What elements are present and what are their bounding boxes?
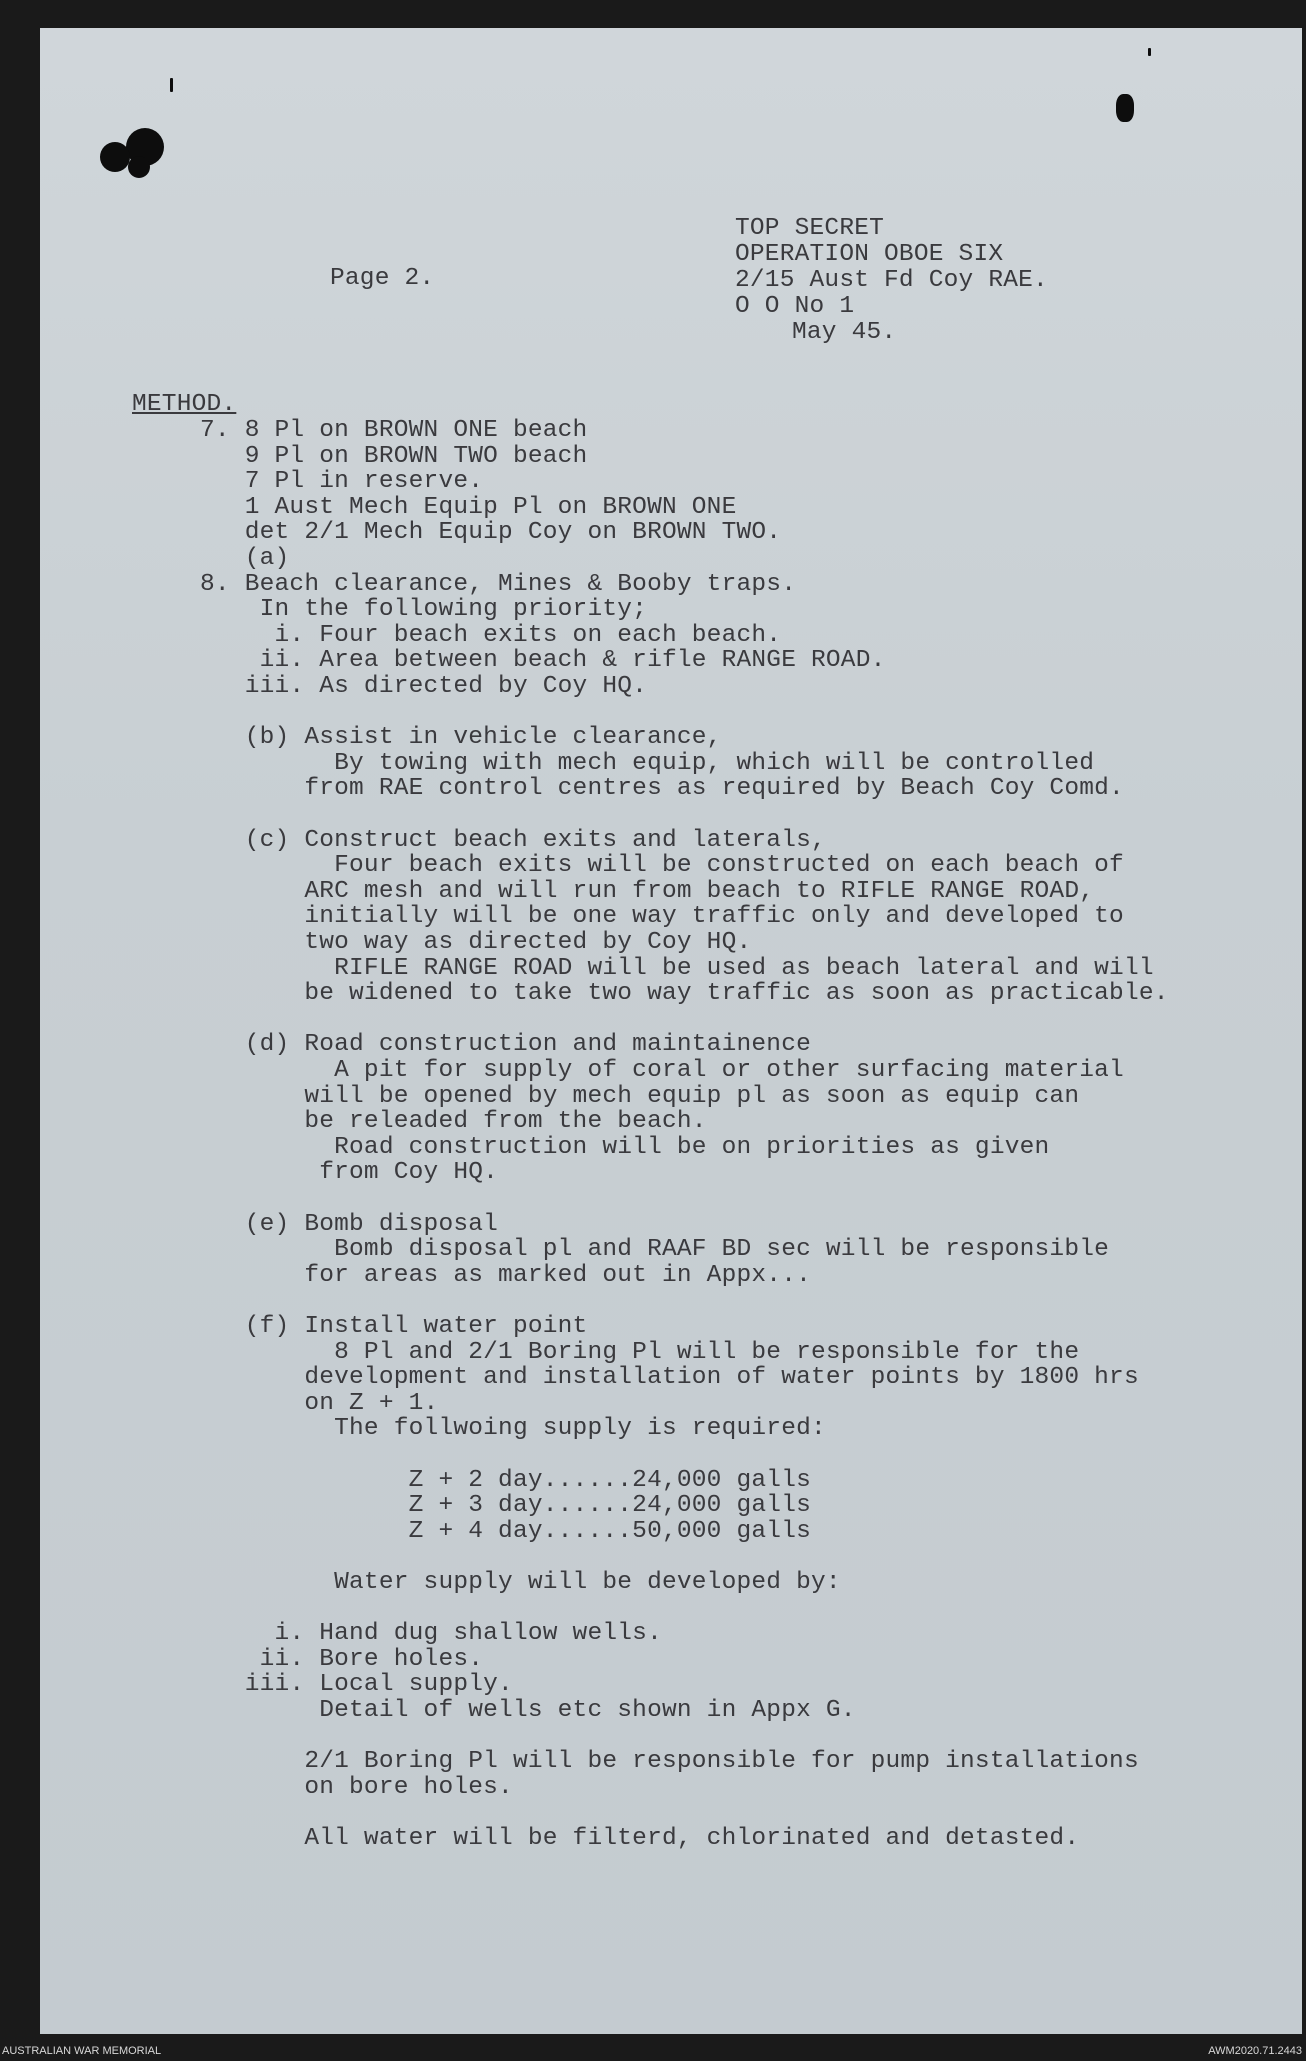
order-date: May 45. bbox=[792, 319, 897, 346]
method-line: on Z + 1. bbox=[200, 1389, 439, 1417]
order-number: O O No 1 bbox=[735, 293, 855, 320]
method-line: 9 Pl on BROWN TWO beach bbox=[200, 442, 588, 470]
unit-name: 2/15 Aust Fd Coy RAE. bbox=[735, 267, 1048, 294]
method-line: (c) Construct beach exits and laterals, bbox=[200, 826, 826, 854]
method-line: The follwoing supply is required: bbox=[200, 1415, 826, 1443]
method-line: from Coy HQ. bbox=[200, 1159, 499, 1187]
operation-name: OPERATION OBOE SIX bbox=[735, 241, 1004, 268]
method-line: Water supply will be developed by: bbox=[200, 1569, 841, 1596]
method-line: ii. Bore holes. bbox=[200, 1645, 484, 1673]
method-line: development and installation of water points by 1800 hrs bbox=[200, 1364, 1139, 1392]
paper-tear bbox=[1116, 94, 1134, 122]
method-line: 1 Aust Mech Equip Pl on BROWN ONE bbox=[200, 493, 737, 521]
method-line: on bore holes. bbox=[200, 1773, 513, 1801]
method-line: (f) Install water point bbox=[200, 1313, 588, 1340]
method-line: Four beach exits will be constructed on each beach of bbox=[200, 852, 1124, 880]
method-line: Z + 3 day......24,000 galls bbox=[200, 1492, 811, 1520]
method-line: (d) Road construction and maintainence bbox=[200, 1031, 811, 1059]
method-line: All water will be filterd, chlorinated and detasted. bbox=[200, 1825, 1080, 1852]
method-line: ARC mesh and will run from beach to RIFLE RANGE ROAD, bbox=[200, 877, 1095, 905]
method-line: A pit for supply of coral or other surfacing material bbox=[200, 1057, 1124, 1084]
method-line: initially will be one way traffic only and developed to bbox=[200, 903, 1124, 931]
method-line: RIFLE RANGE ROAD will be used as beach lateral and will bbox=[200, 954, 1154, 982]
document-page bbox=[40, 28, 1302, 2034]
paper-tear bbox=[1148, 48, 1151, 56]
method-line: Bomb disposal pl and RAAF BD sec will be responsible bbox=[200, 1236, 1110, 1264]
method-line: 7 Pl in reserve. bbox=[200, 468, 484, 496]
method-line: from RAE control centres as required by Beach Coy Comd. bbox=[200, 775, 1124, 803]
method-line: Detail of wells etc shown in Appx G. bbox=[200, 1697, 856, 1724]
punch-hole bbox=[100, 142, 130, 172]
method-line: will be opened by mech equip pl as soon as equip can bbox=[200, 1082, 1080, 1110]
footer-credit: AUSTRALIAN WAR MEMORIAL bbox=[2, 2045, 162, 2057]
method-line: (a) bbox=[200, 545, 290, 572]
paper-tear bbox=[170, 78, 173, 92]
method-line: be releaded from the beach. bbox=[200, 1108, 707, 1136]
footer-reference: AWM2020.71.2443 bbox=[1208, 2045, 1302, 2057]
method-line: Road construction will be on priorities as given bbox=[200, 1133, 1050, 1161]
method-line: (e) Bomb disposal bbox=[200, 1210, 499, 1238]
method-heading: METHOD. bbox=[132, 391, 237, 418]
method-line: two way as directed by Coy HQ. bbox=[200, 929, 752, 956]
method-line: 8. Beach clearance, Mines & Booby traps. bbox=[200, 570, 797, 598]
method-line: Z + 2 day......24,000 galls bbox=[200, 1466, 811, 1494]
method-line: i. Four beach exits on each beach. bbox=[200, 621, 782, 649]
method-line: det 2/1 Mech Equip Coy on BROWN TWO. bbox=[200, 519, 782, 547]
method-line: By towing with mech equip, which will be controlled bbox=[200, 749, 1095, 777]
method-line: 7. 8 Pl on BROWN ONE beach bbox=[200, 417, 588, 444]
method-line: (b) Assist in vehicle clearance, bbox=[200, 724, 722, 752]
method-line: Z + 4 day......50,000 galls bbox=[200, 1517, 811, 1545]
method-line: for areas as marked out in Appx... bbox=[200, 1261, 811, 1289]
method-line: ii. Area between beach & rifle RANGE ROAD. bbox=[200, 647, 886, 675]
method-line: 8 Pl and 2/1 Boring Pl will be responsible for the bbox=[200, 1338, 1080, 1366]
page-number: Page 2. bbox=[330, 265, 435, 292]
punch-hole bbox=[128, 156, 150, 178]
classification: TOP SECRET bbox=[735, 215, 885, 242]
method-line: In the following priority; bbox=[200, 596, 648, 624]
method-line: i. Hand dug shallow wells. bbox=[200, 1620, 662, 1648]
method-line: iii. As directed by Coy HQ. bbox=[200, 673, 648, 700]
method-line: be widened to take two way traffic as soon as practicable. bbox=[200, 980, 1169, 1008]
method-line: iii. Local supply. bbox=[200, 1671, 513, 1699]
method-line: 2/1 Boring Pl will be responsible for pump installations bbox=[200, 1748, 1139, 1776]
